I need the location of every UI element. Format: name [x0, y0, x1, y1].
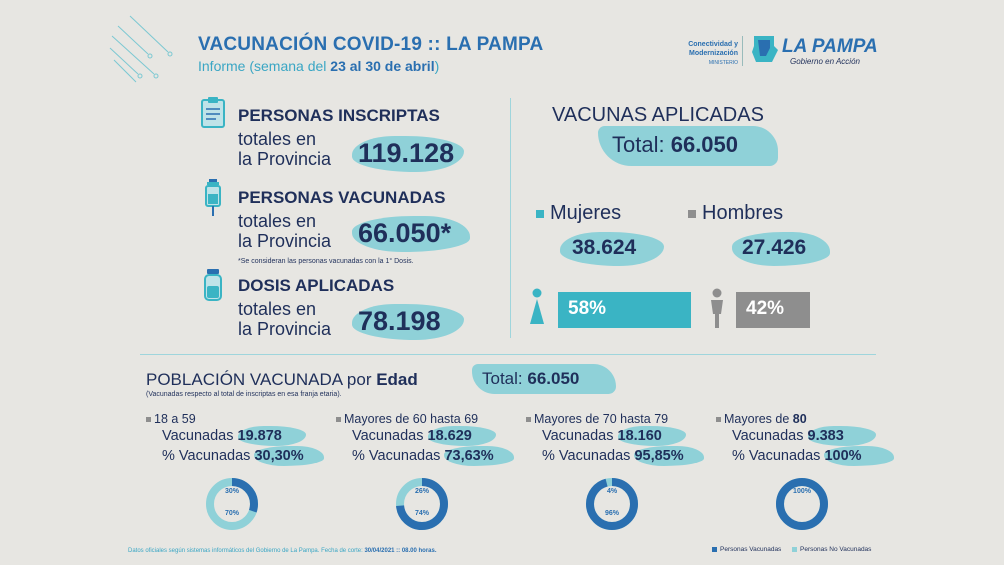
dosis-value: 78.198: [358, 306, 441, 336]
age-group-vacunadas: Vacunadas 18.629: [352, 428, 472, 444]
age-group-donut: [582, 474, 642, 534]
age-group-heading: Mayores de 80: [716, 412, 807, 426]
vacunas-aplicadas-title: VACUNAS APLICADAS: [552, 104, 764, 126]
age-group-vacunadas: Vacunadas 9.383: [732, 428, 844, 444]
edad-total: Total: 66.050: [482, 369, 580, 388]
la-pampa-logo: LA PAMPA: [782, 36, 878, 57]
hombres-label: Hombres: [702, 202, 784, 224]
mujeres-value: 38.624: [572, 236, 637, 259]
vacunas-total: Total: 66.050: [612, 132, 739, 157]
vertical-divider: [510, 98, 511, 338]
age-group-vacunadas: Vacunadas 19.878: [162, 428, 282, 444]
vacunadas-note: *Se consideran las personas vacunadas con la 1° Dosis.: [238, 258, 414, 265]
inscriptas-value: 119.128: [358, 138, 455, 168]
mujeres-percent-bar: 58%: [558, 292, 691, 328]
vacunadas-line2: la Provincia: [238, 231, 332, 251]
donut-bottom-label: 96%: [604, 510, 619, 517]
inscriptas-line1: totales en: [238, 129, 317, 149]
legend-no-vacunadas: Personas No Vacunadas: [792, 546, 871, 553]
donut-top-label: 26%: [414, 488, 429, 495]
horizontal-divider: [140, 354, 876, 355]
clipboard-icon: [200, 96, 226, 128]
age-group-percent: % Vacunadas 95,85%: [542, 448, 684, 464]
vacunadas-heading: PERSONAS VACUNADAS: [238, 188, 446, 207]
la-pampa-map-icon: [748, 32, 780, 66]
mujeres-label: Mujeres: [550, 202, 622, 224]
edad-title: POBLACIÓN VACUNADA por Edad: [146, 370, 418, 389]
age-group-vacunadas: Vacunadas 18.160: [542, 428, 662, 444]
inscriptas-line2: la Provincia: [238, 149, 332, 169]
age-group-donut: [202, 474, 262, 534]
dosis-line2: la Provincia: [238, 319, 332, 339]
donut-bottom-label: 74%: [414, 510, 429, 517]
donut-top-label: 100%: [793, 488, 811, 495]
dosis-line1: totales en: [238, 299, 317, 319]
man-icon: [708, 288, 726, 330]
inscriptas-heading: PERSONAS INSCRIPTAS: [238, 106, 440, 125]
woman-icon: [528, 288, 546, 328]
hombres-legend-square: [688, 210, 696, 218]
footer-source: Datos oficiales según sistemas informáticos del Gobierno de La Pampa. Fecha de corte: 30/04/2021 :: 08.00 horas.: [128, 548, 437, 554]
donut-bottom-label: 70%: [224, 510, 239, 517]
vial-icon: [202, 268, 224, 302]
age-group-percent: % Vacunadas 73,63%: [352, 448, 494, 464]
legend-vacunadas: Personas Vacunadas: [712, 546, 781, 553]
dosis-heading: DOSIS APLICADAS: [238, 276, 395, 295]
vacunadas-value: 66.050*: [358, 218, 452, 248]
vacunadas-line1: totales en: [238, 211, 317, 231]
age-group-donut: [392, 474, 452, 534]
logo-separator: [742, 36, 743, 66]
edad-note: (Vacunadas respecto al total de inscriptas en esa franja etaria).: [146, 391, 342, 398]
donut-top-label: 4%: [606, 488, 618, 495]
ministry-logo: Conectividad y Modernización MINISTERIO: [688, 41, 738, 66]
age-group-percent: % Vacunadas 100%: [732, 448, 862, 464]
hombres-percent-bar: 42%: [736, 292, 810, 328]
age-group-percent: % Vacunadas 30,30%: [162, 448, 304, 464]
mujeres-legend-square: [536, 210, 544, 218]
age-group-heading: Mayores de 60 hasta 69: [336, 412, 478, 426]
circuit-decoration: [108, 12, 178, 92]
logo-tagline: Gobierno en Acción: [790, 57, 860, 66]
page-title: VACUNACIÓN COVID-19 :: LA PAMPA: [198, 34, 544, 55]
age-group-heading: Mayores de 70 hasta 79: [526, 412, 668, 426]
age-group-heading: 18 a 59: [146, 412, 196, 426]
page-subtitle: Informe (semana del 23 al 30 de abril): [198, 58, 440, 74]
donut-top-label: 30%: [224, 488, 239, 495]
hombres-value: 27.426: [742, 236, 807, 259]
age-group-donut: [772, 474, 832, 534]
syringe-icon: [200, 178, 226, 218]
